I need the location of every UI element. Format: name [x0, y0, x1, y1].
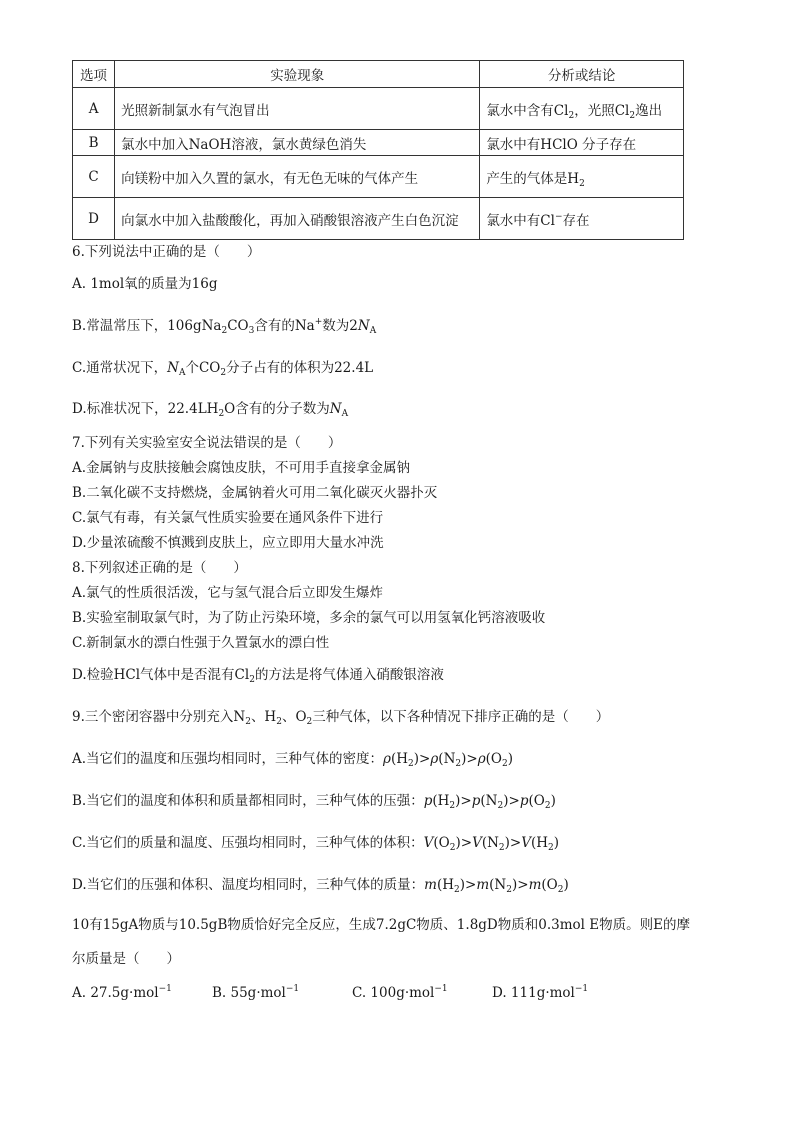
- question-6-option-c: C.通常状况下，$N_A$个$CO_2$分子占有的体积为22.4L: [72, 360, 374, 378]
- question-10-stem-line2: 尔质量是（ ）: [72, 951, 180, 967]
- row-phenomenon: 氯水中加入NaOH溶液，氯水黄绿色消失: [115, 130, 480, 156]
- question-6-option-d: D.标准状况下，$22.4LH_2O$含有的分子数为$N_A$: [72, 401, 349, 419]
- table-row: [73, 130, 684, 156]
- question-10-option-c: C. 100g·mol$^{-1}$: [352, 984, 448, 1001]
- row-phenomenon: 向镁粉中加入久置的氯水，有无色无味的气体产生: [115, 156, 480, 198]
- question-9-option-c: C.当它们的质量和温度、压强均相同时，三种气体的体积：$V(O_2)>V(N_2)>V(H_2)$: [72, 835, 560, 853]
- table-row: [73, 156, 684, 198]
- question-9-option-b: B.当它们的温度和体积和质量都相同时，三种气体的压强：$p(H_2)>p(N_2)>p(O_2)$: [72, 793, 556, 811]
- question-9-stem: 9.三个密闭容器中分别充入$N_2$、$H_2$、$O_2$三种气体，以下各种情况下排序正确的是（ ）: [72, 709, 610, 727]
- row-conclusion: 氯水中有HClO 分子存在: [480, 130, 684, 156]
- row-phenomenon: 光照新制氯水有气泡冒出: [115, 88, 480, 130]
- question-7-option-d: D.少量浓硫酸不慎溅到皮肤上，应立即用大量水冲洗: [72, 535, 384, 551]
- question-6-stem: 6.下列说法中正确的是（ ）: [72, 244, 261, 260]
- row-option: D: [73, 198, 115, 240]
- question-6-option-a: A. 1mol氧的质量为16g: [72, 276, 218, 292]
- table-row: [73, 88, 684, 130]
- question-7-option-a: A.金属钠与皮肤接触会腐蚀皮肤，不可用手直接拿金属钠: [72, 460, 411, 476]
- question-7-option-b: B.二氧化碳不支持燃烧，金属钠着火可用二氧化碳灭火器扑灭: [72, 485, 438, 501]
- question-10-option-b: B. 55g·mol$^{-1}$: [212, 984, 300, 1001]
- question-7-stem: 7.下列有关实验室安全说法错误的是（ ）: [72, 435, 342, 451]
- header-phenomenon: 实验现象: [115, 61, 480, 88]
- question-9-option-d: D.当它们的压强和体积、温度均相同时，三种气体的质量：$m(H_2)>m(N_2)>m(O_2)$: [72, 877, 569, 895]
- table-header-row: [73, 61, 684, 88]
- header-conclusion: 分析或结论: [480, 61, 684, 88]
- header-option: 选项: [73, 61, 115, 88]
- question-8-option-a: A.氯气的性质很活泼，它与氢气混合后立即发生爆炸: [72, 585, 384, 601]
- question-10-option-d: D. 111g·mol$^{-1}$: [492, 984, 589, 1001]
- row-option: A: [73, 88, 115, 130]
- row-option: C: [73, 156, 115, 198]
- row-conclusion: 氯水中有Cl−存在: [480, 198, 684, 240]
- question-7-option-c: C.氯气有毒，有关氯气性质实验要在通风条件下进行: [72, 510, 384, 526]
- question-9-option-a: A.当它们的温度和压强均相同时，三种气体的密度：$\rho(H_2)>\rho(N_2)>\rho(O_2)$: [72, 751, 514, 769]
- question-6-option-b: B.常温常压下，$106gNa_2CO_3$含有的Na+数为$2N_A$: [72, 317, 377, 336]
- question-8-stem: 8.下列叙述正确的是（ ）: [72, 560, 247, 576]
- question-10-option-a: A. 27.5g·mol$^{-1}$: [72, 984, 172, 1001]
- table-row: [73, 198, 684, 240]
- row-phenomenon: 向氯水中加入盐酸酸化，再加入硝酸银溶液产生白色沉淀: [115, 198, 480, 240]
- row-option: B: [73, 130, 115, 156]
- row-conclusion: 氯水中含有$Cl_2$，光照$Cl_2$逸出: [480, 88, 684, 130]
- question-8-option-b: B.实验室制取氯气时，为了防止污染环境，多余的氯气可以用氢氧化钙溶液吸收: [72, 610, 546, 626]
- question-8-option-d: D.检验HCl气体中是否混有$Cl_2$的方法是将气体通入硝酸银溶液: [72, 667, 444, 685]
- question-10-stem-line1: 10有15gA物质与10.5gB物质恰好完全反应，生成7.2gC物质、1.8gD物质和0.3mol E物质。则E的摩: [72, 917, 690, 933]
- question-8-option-c: C.新制氯水的漂白性强于久置氯水的漂白性: [72, 635, 330, 651]
- experiment-table: [72, 60, 684, 240]
- row-conclusion: 产生的气体是$H_2$: [480, 156, 684, 198]
